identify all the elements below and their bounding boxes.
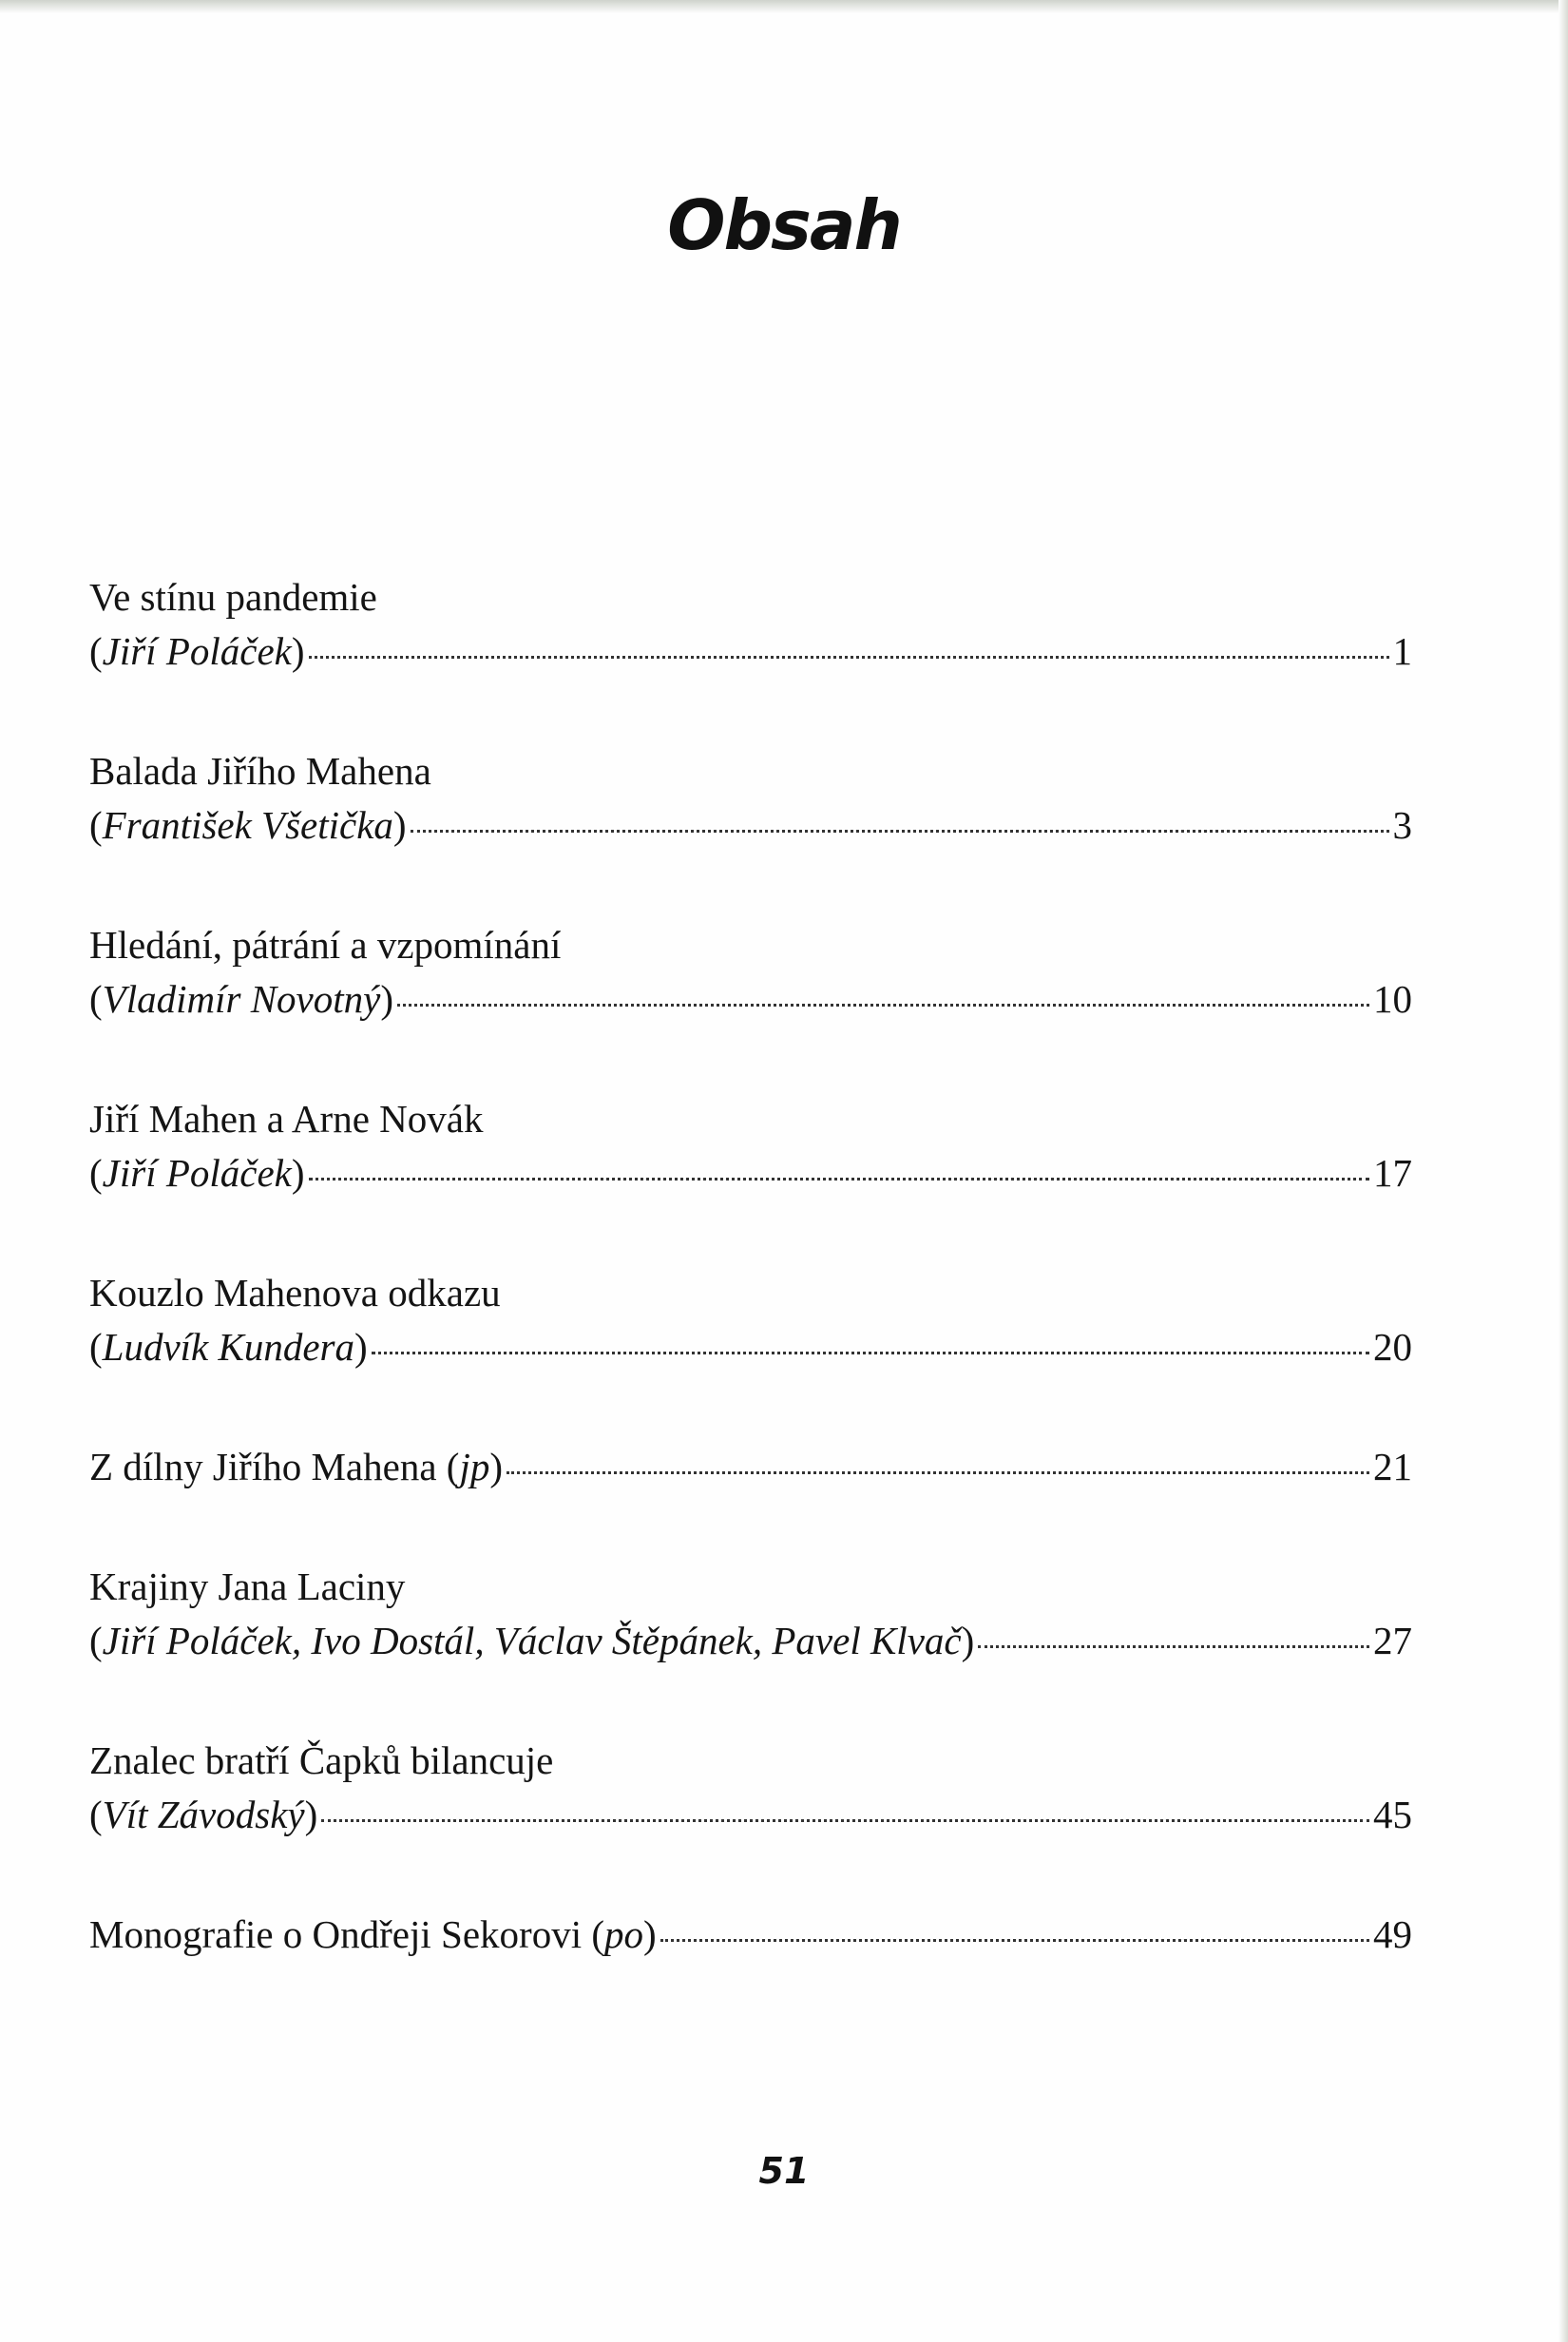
toc-entry-author: Vladimír Novotný (102, 977, 381, 1021)
toc-entry-author: Jiří Poláček, Ivo Dostál, Václav Štěpánek, Pavel Klvač (102, 1619, 962, 1662)
toc-entry-page: 1 (1392, 629, 1412, 673)
toc-entry (89, 1908, 1412, 1962)
dot-leader (309, 1178, 1369, 1181)
toc-entry (89, 744, 1412, 853)
page-edge-right (1558, 0, 1568, 2342)
toc-entry-title: Znalec bratří Čapků bilancuje (89, 1738, 554, 1782)
toc-entry-author: Jiří Poláček (102, 629, 292, 673)
dot-leader (660, 1939, 1369, 1942)
toc-entry-line: (František Všetička) 3 (89, 798, 1412, 853)
toc-entry-author: Jiří Poláček (102, 1151, 292, 1195)
dot-leader (372, 1352, 1369, 1354)
toc-entry (89, 1266, 1412, 1374)
toc-entry-line: (Jiří Poláček) 17 (89, 1146, 1412, 1200)
dot-leader (397, 1004, 1369, 1007)
toc-entry-line: (Jiří Poláček, Ivo Dostál, Václav Štěpánek, Pavel Klvač) 27 (89, 1614, 1412, 1668)
toc-entry-line: Z dílny Jiřího Mahena (jp) 21 (89, 1440, 1412, 1494)
toc-entry-author: František Všetička (102, 803, 393, 847)
toc-entry-page: 27 (1373, 1619, 1412, 1662)
page-edge-top (0, 0, 1568, 13)
toc-entry-line: (Vít Závodský) 45 (89, 1788, 1412, 1842)
dot-leader (309, 656, 1389, 659)
toc-entry-author: jp (459, 1445, 490, 1488)
dot-leader (411, 830, 1389, 833)
page-number: 51 (758, 2150, 810, 2192)
toc-entry-title: Ve stínu pandemie (89, 575, 377, 619)
toc-entry-line: (Vladimír Novotný) 10 (89, 972, 1412, 1027)
toc-entry-page: 45 (1373, 1793, 1412, 1836)
toc-entry-line: Monografie o Ondřeji Sekorovi (po) 49 (89, 1908, 1412, 1962)
toc-entry (89, 1440, 1412, 1494)
toc-entry-title: Monografie o Ondřeji Sekorovi (89, 1912, 583, 1956)
toc-entry-line: (Ludvík Kundera) 20 (89, 1320, 1412, 1374)
toc-entry-author: Vít Závodský (102, 1793, 305, 1836)
toc-entry-title: Balada Jiřího Mahena (89, 749, 431, 793)
toc-entry-page: 20 (1373, 1325, 1412, 1369)
toc-entry-title: Krajiny Jana Laciny (89, 1565, 406, 1608)
toc-entry-page: 21 (1373, 1445, 1412, 1488)
toc-entry-page: 10 (1373, 977, 1412, 1021)
toc-entry-page: 3 (1392, 803, 1412, 847)
toc-entry (89, 1560, 1412, 1668)
toc-entry (89, 1734, 1412, 1842)
dot-leader (978, 1645, 1369, 1648)
toc-entry (89, 918, 1412, 1027)
toc-entry-title: Jiří Mahen a Arne Novák (89, 1097, 484, 1141)
toc-entry-page: 17 (1373, 1151, 1412, 1195)
toc-entry (89, 1092, 1412, 1200)
table-of-contents (89, 570, 1412, 2027)
toc-entry-title: Hledání, pátrání a vzpomínání (89, 923, 562, 967)
toc-entry-author: po (604, 1912, 643, 1956)
toc-entry-title: Kouzlo Mahenova odkazu (89, 1271, 501, 1315)
toc-entry-page: 49 (1373, 1912, 1412, 1956)
toc-entry-line: (Jiří Poláček) 1 (89, 624, 1412, 679)
dot-leader (321, 1819, 1369, 1822)
page-title: Obsah (667, 185, 901, 265)
dot-leader (507, 1471, 1369, 1474)
toc-entry-author: Ludvík Kundera (102, 1325, 354, 1369)
toc-entry-title: Z dílny Jiřího Mahena (89, 1445, 437, 1488)
toc-entry (89, 570, 1412, 679)
